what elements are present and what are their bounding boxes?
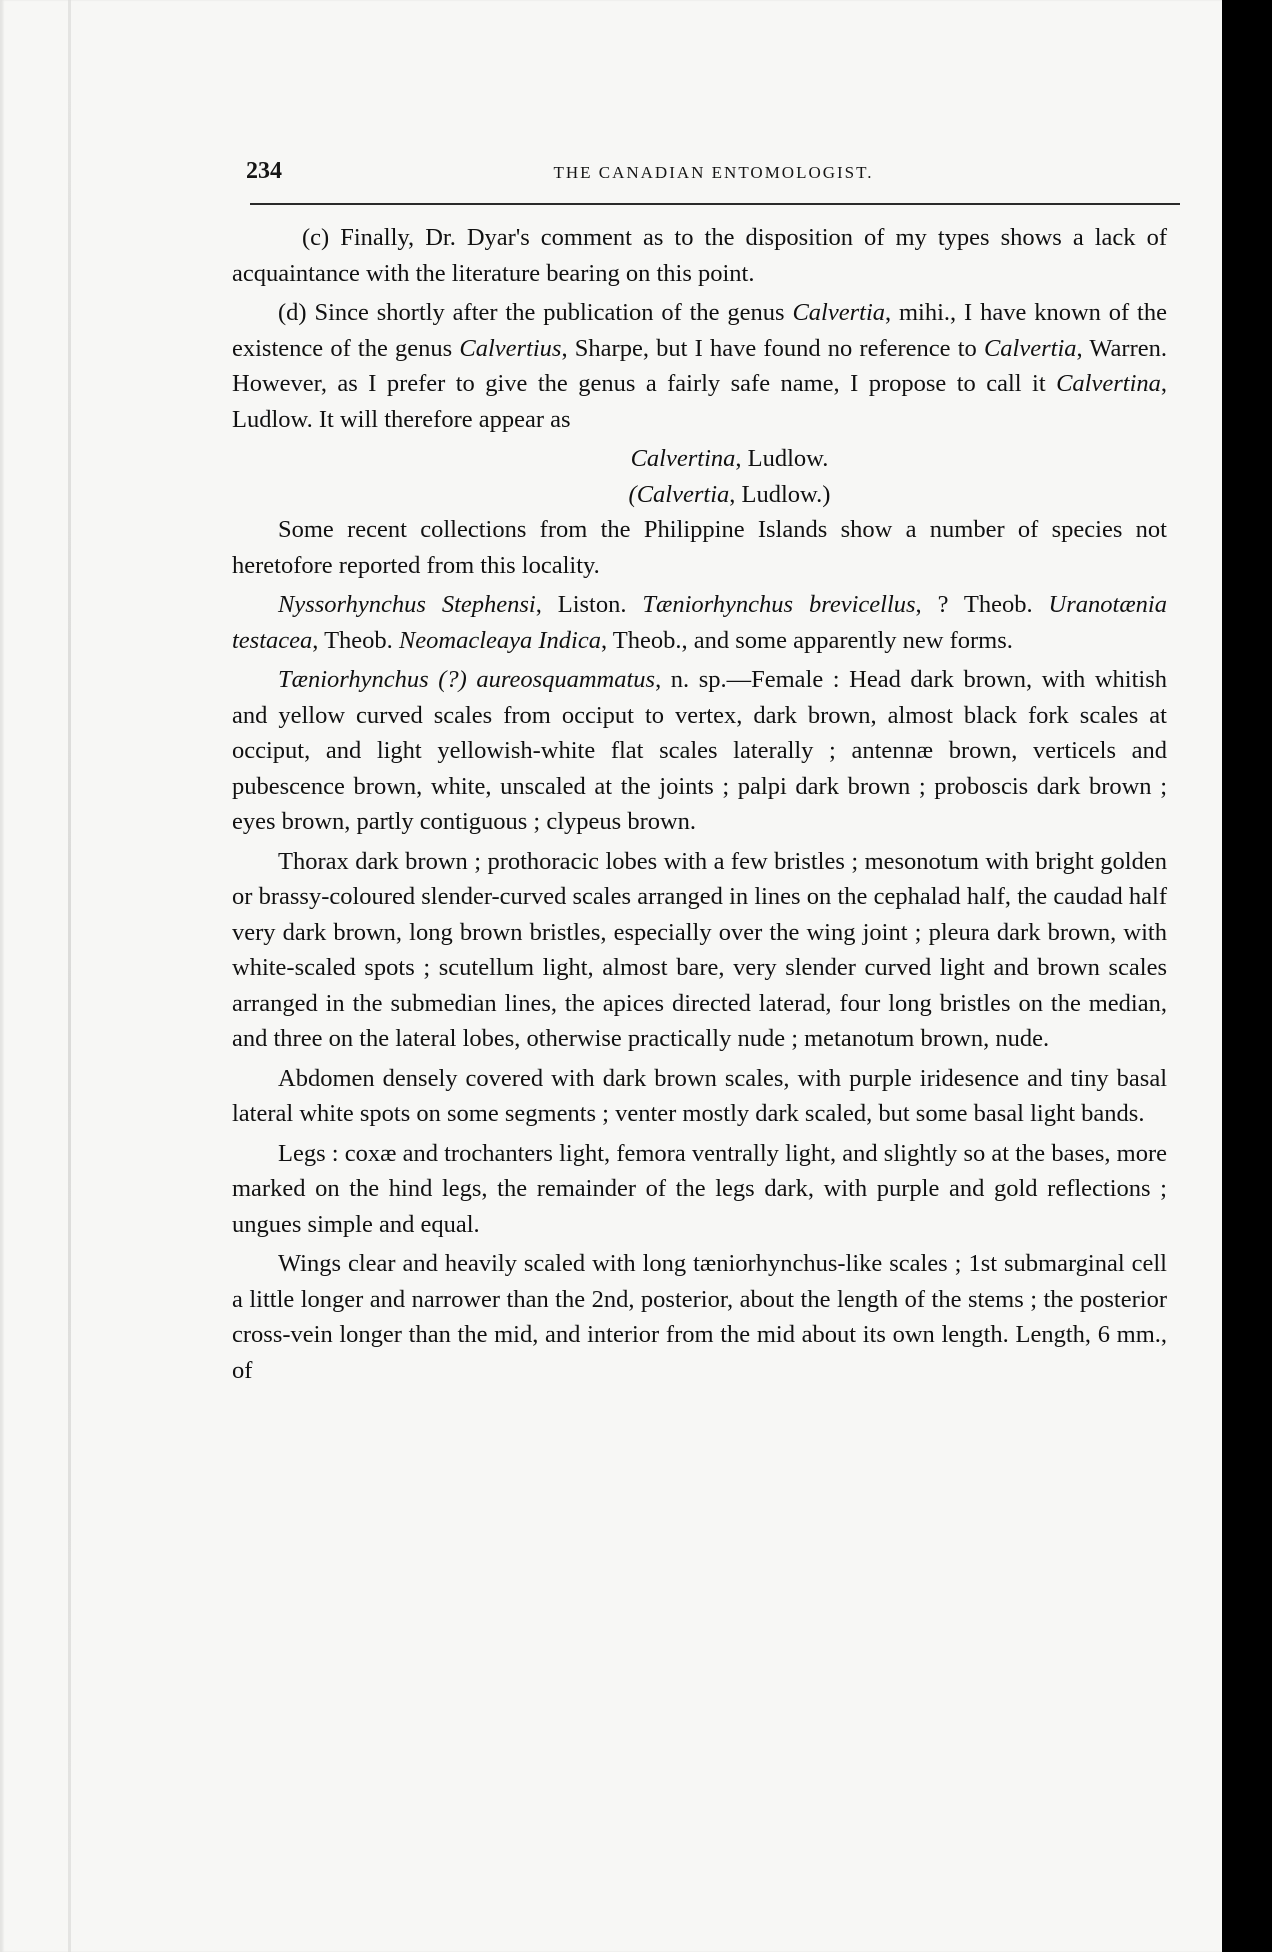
paragraph-species-list: Nyssorhynchus Stephensi, Liston. Tæniorhynchus brevicellus, ? Theob. Uranotænia testacea, Theob. Neomacleaya Indica, Theob., and some apparently new forms. — [232, 591, 1167, 654]
article-body — [232, 220, 1167, 1392]
name-line-calvertina: Calvertina, Ludlow. — [630, 445, 829, 472]
paragraph-female-description: Tæniorhynchus (?) aureosquammatus, n. sp.—Female : Head dark brown, with whitish and yellow curved scales from occiput to vertex, dark brown, almost black fork scales at occiput, and light yellowish-white flat scales laterally ; antennæ brown, verticels and pubescence brown, white, unscaled at the joints ; palpi dark brown ; proboscis dark brown ; eyes brown, partly contiguous ; clypeus brown. — [232, 666, 1167, 835]
running-head: THE CANADIAN ENTOMOLOGIST. — [553, 163, 874, 182]
name-line-calvertia: (Calvertia, Ludlow.) — [628, 480, 831, 508]
header-rule — [250, 203, 1180, 205]
page-header — [246, 158, 1181, 188]
paragraph-thorax: Thorax dark brown ; prothoracic lobes with a few bristles ; mesonotum with bright golden or brassy-coloured slender-curved scales arranged in lines on the cephalad half, the caudad half very dark brown, long brown bristles, especially over the wing joint ; pleura dark brown, with white-scaled spots ; scutellum light, almost bare, very slender curved light and brown scales arranged in the submedian lines, the apices directed laterad, four long bristles on the median, and three on the lateral lobes, otherwise practically nude ; metanotum brown, nude. — [232, 847, 1167, 1052]
paragraph-d: (d) Since shortly after the publication of the genus Calvertia, mihi., I have known of the existence of the genus Calvertius, Sharpe, but I have found no reference to Calvertia, Warren. However, as I prefer to give the genus a fairly safe name, I propose to call it Calvertina, Ludlow. It will therefore appear as — [232, 299, 1167, 433]
paragraph-legs: Legs : coxæ and trochanters light, femora ventrally light, and slightly so at the bases, more marked on the hind legs, the remainder of the legs dark, with purple and gold reflections ; ungues simple and equal. — [232, 1139, 1167, 1238]
paragraph-abdomen: Abdomen densely covered with dark brown scales, with purple iridesence and tiny basal lateral white spots on some segments ; venter mostly dark scaled, but some basal light bands. — [232, 1064, 1167, 1127]
paragraph-c: (c) Finally, Dr. Dyar's comment as to the disposition of my types shows a lack of acquaintance with the literature bearing on this point. — [232, 224, 1167, 287]
page-number: 234 — [246, 158, 282, 184]
paragraph-wings: Wings clear and heavily scaled with long tæniorhynchus-like scales ; 1st submarginal cell a little longer and narrower than the 2nd, posterior, about the length of the stems ; the posterior cross-vein longer than the mid, and interior from the mid about its own length. Length, 6 mm., of — [232, 1250, 1167, 1384]
paragraph-recent-collections: Some recent collections from the Philippine Islands show a number of species not heretofore reported from this locality. — [232, 516, 1167, 579]
